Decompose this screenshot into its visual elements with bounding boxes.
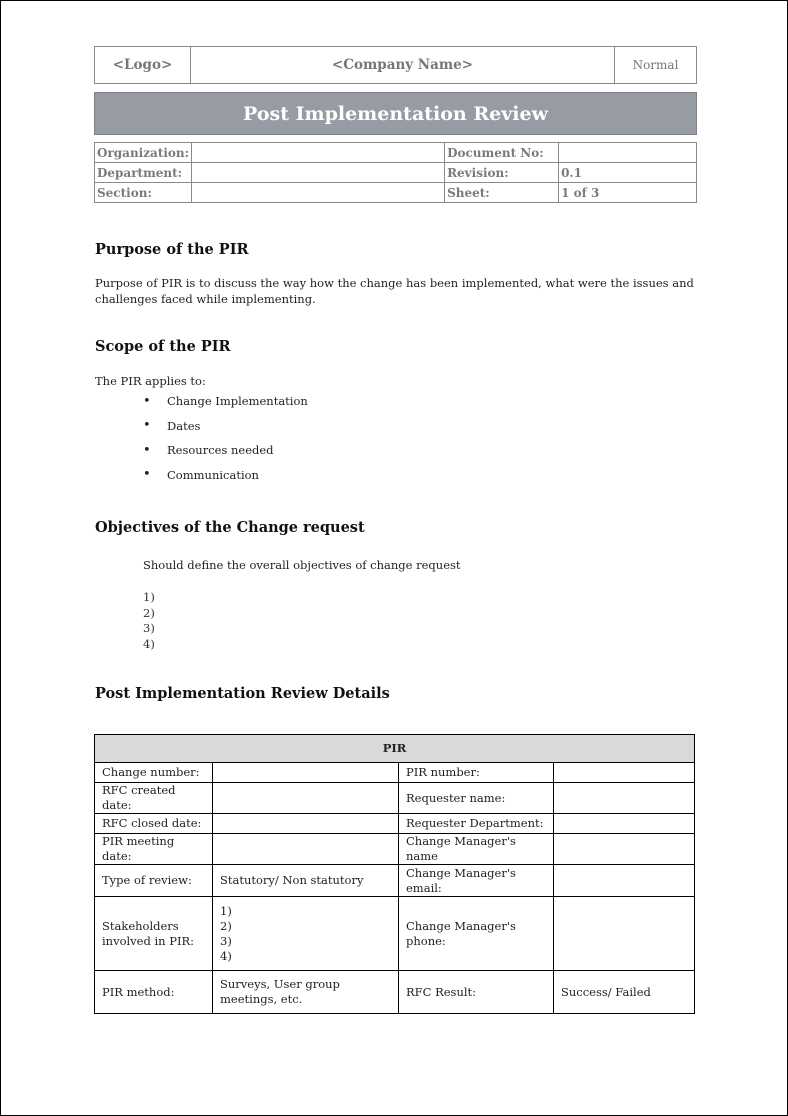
table-row <box>95 783 695 814</box>
table-row <box>95 971 695 1014</box>
change-manager-email-field[interactable] <box>554 865 695 897</box>
table-row <box>95 865 695 897</box>
objectives-heading: Objectives of the Change request <box>95 519 365 536</box>
rfc-result-label: RFC Result: <box>399 971 554 1014</box>
pir-number-field[interactable] <box>554 763 695 783</box>
pir-number-label: PIR number: <box>399 763 554 783</box>
objectives-list <box>143 590 155 652</box>
department-label: Department: <box>95 163 192 183</box>
list-item: • Resources needed <box>143 442 274 458</box>
organization-field[interactable] <box>192 143 445 163</box>
scope-intro: The PIR applies to: <box>95 374 206 388</box>
change-manager-email-label: Change Manager's email: <box>399 865 554 897</box>
requester-department-field[interactable] <box>554 814 695 834</box>
change-manager-name-field[interactable] <box>554 834 695 865</box>
change-manager-phone-field[interactable] <box>554 897 695 971</box>
rfc-result-field[interactable]: Success/ Failed <box>554 971 695 1014</box>
table-row <box>95 814 695 834</box>
organization-label: Organization: <box>95 143 192 163</box>
revision-field[interactable]: 0.1 <box>559 163 697 183</box>
table-row <box>95 897 695 971</box>
document-status: Normal <box>632 58 679 72</box>
list-item: 4) <box>143 636 155 651</box>
change-manager-name-label: Change Manager's name <box>399 834 554 865</box>
list-item: • Communication <box>143 467 259 483</box>
requester-name-label: Requester name: <box>399 783 554 814</box>
bullet-icon: • <box>143 393 151 409</box>
list-item: 2) <box>143 605 155 620</box>
bullet-icon: • <box>143 442 151 458</box>
meta-row <box>95 143 697 163</box>
revision-label: Revision: <box>445 163 559 183</box>
rfc-created-date-field[interactable] <box>213 783 399 814</box>
objectives-intro: Should define the overall objectives of change request <box>143 558 461 572</box>
scope-list <box>143 389 308 487</box>
purpose-heading: Purpose of the PIR <box>95 241 249 258</box>
table-row <box>95 763 695 783</box>
pir-table <box>94 734 695 1014</box>
pir-meeting-date-label: PIR meeting date: <box>95 834 213 865</box>
change-number-label: Change number: <box>95 763 213 783</box>
pir-method-label: PIR method: <box>95 971 213 1014</box>
stakeholders-field[interactable]: 1) 2) 3) 4) <box>213 897 399 971</box>
section-label: Section: <box>95 183 192 203</box>
pir-method-field[interactable]: Surveys, User group meetings, etc. <box>213 971 399 1014</box>
table-row <box>95 834 695 865</box>
pir-table-title: PIR <box>95 735 695 763</box>
document-header <box>94 46 697 84</box>
pir-meeting-date-field[interactable] <box>213 834 399 865</box>
details-heading: Post Implementation Review Details <box>95 685 390 702</box>
meta-row <box>95 183 697 203</box>
document-no-field[interactable] <box>559 143 697 163</box>
list-item: • Change Implementation <box>143 393 308 409</box>
change-number-field[interactable] <box>213 763 399 783</box>
section-field[interactable] <box>192 183 445 203</box>
rfc-closed-date-field[interactable] <box>213 814 399 834</box>
scope-heading: Scope of the PIR <box>95 338 231 355</box>
rfc-created-date-label: RFC created date: <box>95 783 213 814</box>
purpose-line-1: Purpose of PIR is to discuss the way how the change has been implemented, what were the issues and <box>95 276 694 290</box>
department-field[interactable] <box>192 163 445 183</box>
list-item: 1) <box>143 590 155 604</box>
bullet-icon: • <box>143 418 151 434</box>
requester-department-label: Requester Department: <box>399 814 554 834</box>
list-item: • Dates <box>143 418 201 434</box>
purpose-text <box>95 275 695 307</box>
requester-name-field[interactable] <box>554 783 695 814</box>
type-of-review-field[interactable]: Statutory/ Non statutory <box>213 865 399 897</box>
company-name: <Company Name> <box>191 47 615 83</box>
document-title: Post Implementation Review <box>94 92 697 135</box>
purpose-line-2: challenges faced while implementing. <box>95 292 316 306</box>
document-no-label: Document No: <box>445 143 559 163</box>
logo-placeholder: <Logo> <box>95 47 191 83</box>
type-of-review-label: Type of review: <box>95 865 213 897</box>
stakeholders-label: Stakeholders involved in PIR: <box>95 897 213 971</box>
document-meta-table <box>94 142 697 203</box>
table-header-row <box>95 735 695 763</box>
bullet-icon: • <box>143 467 151 483</box>
meta-row <box>95 163 697 183</box>
sheet-field[interactable]: 1 of 3 <box>559 183 697 203</box>
sheet-label: Sheet: <box>445 183 559 203</box>
rfc-closed-date-label: RFC closed date: <box>95 814 213 834</box>
change-manager-phone-label: Change Manager's phone: <box>399 897 554 971</box>
list-item: 3) <box>143 621 155 635</box>
